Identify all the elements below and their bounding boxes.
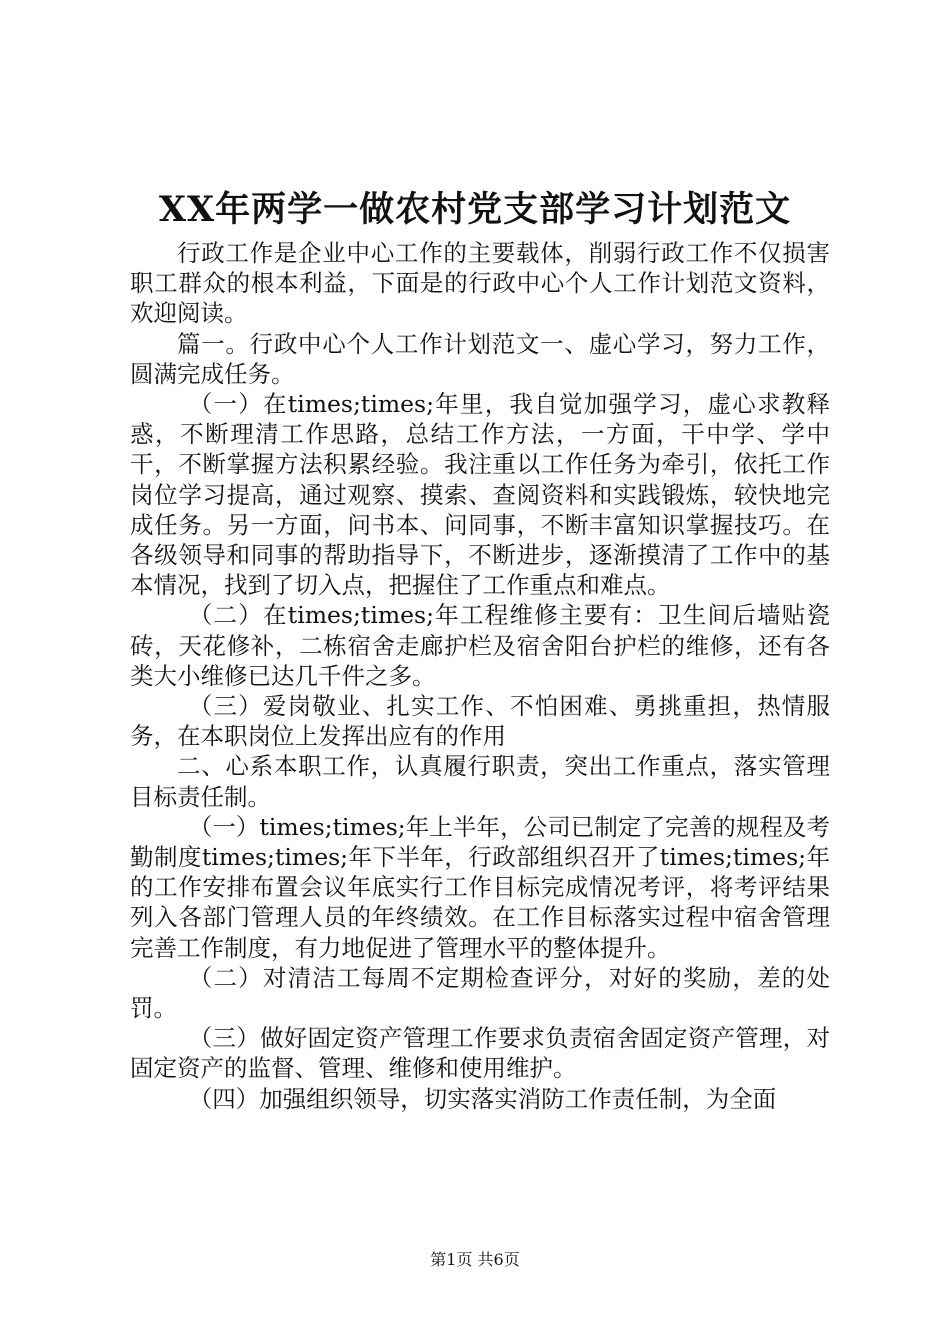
document-body — [130, 238, 830, 1114]
paragraph: （二）在times;times;年工程维修主要有：卫生间后墙贴瓷砖，天花修补，二栋宿舍走廊护栏及宿舍阳台护栏的维修，还有各类大小维修已达几千件之多。 — [130, 601, 830, 690]
paragraph: （二）对清洁工每周不定期检查评分，对好的奖励，差的处罚。 — [130, 963, 830, 1023]
paragraph: 篇一。行政中心个人工作计划范文一、虚心学习，努力工作，圆满完成任务。 — [130, 329, 830, 388]
page-footer: 第1页 共6页 — [430, 1250, 520, 1269]
paragraph: （四）加强组织领导，切实落实消防工作责任制，为全面 — [188, 1084, 777, 1113]
paragraph: 行政工作是企业中心工作的主要载体，削弱行政工作不仅损害职工群众的根本利益，下面是的行政中心个人工作计划范文资料，欢迎阅读。 — [130, 239, 830, 328]
document-title: XX年两学一做农村党支部学习计划范文 — [158, 189, 792, 230]
paragraph: （一）在times;times;年里，我自觉加强学习，虚心求教释惑，不断理清工作思路，总结工作方法，一方面，干中学、学中干，不断掌握方法积累经验。我注重以工作任务为牵引，依托工作岗位学习提高，通过观察、摸索、查阅资料和实践锻炼，较快地完成任务。另一方面，问书本、问同事，不断丰富知识掌握技巧。在各级领导和同事的帮助指导下，不断进步，逐渐摸清了工作中的基本情况，找到了切入点，把握住了工作重点和难点。 — [130, 390, 830, 600]
paragraph: （一）times;times;年上半年，公司已制定了完善的规程及考勤制度times;times;年下半年，行政部组织召开了times;times;年的工作安排布置会议年底实行工作目标完成情况考评，将考评结果列入各部门管理人员的年终绩效。在工作目标落实过程中宿舍管理完善工作制度，有力地促进了管理水平的整体提升。 — [130, 812, 830, 962]
paragraph: 二、心系本职工作，认真履行职责，突出工作重点，落实管理目标责任制。 — [130, 752, 830, 811]
paragraph: （三）做好固定资产管理工作要求负责宿舍固定资产管理，对固定资产的监督、管理、维修和使用维护。 — [130, 1024, 830, 1083]
paragraph: （三）爱岗敬业、扎实工作、不怕困难、勇挑重担，热情服务，在本职岗位上发挥出应有的作用 — [130, 692, 830, 751]
